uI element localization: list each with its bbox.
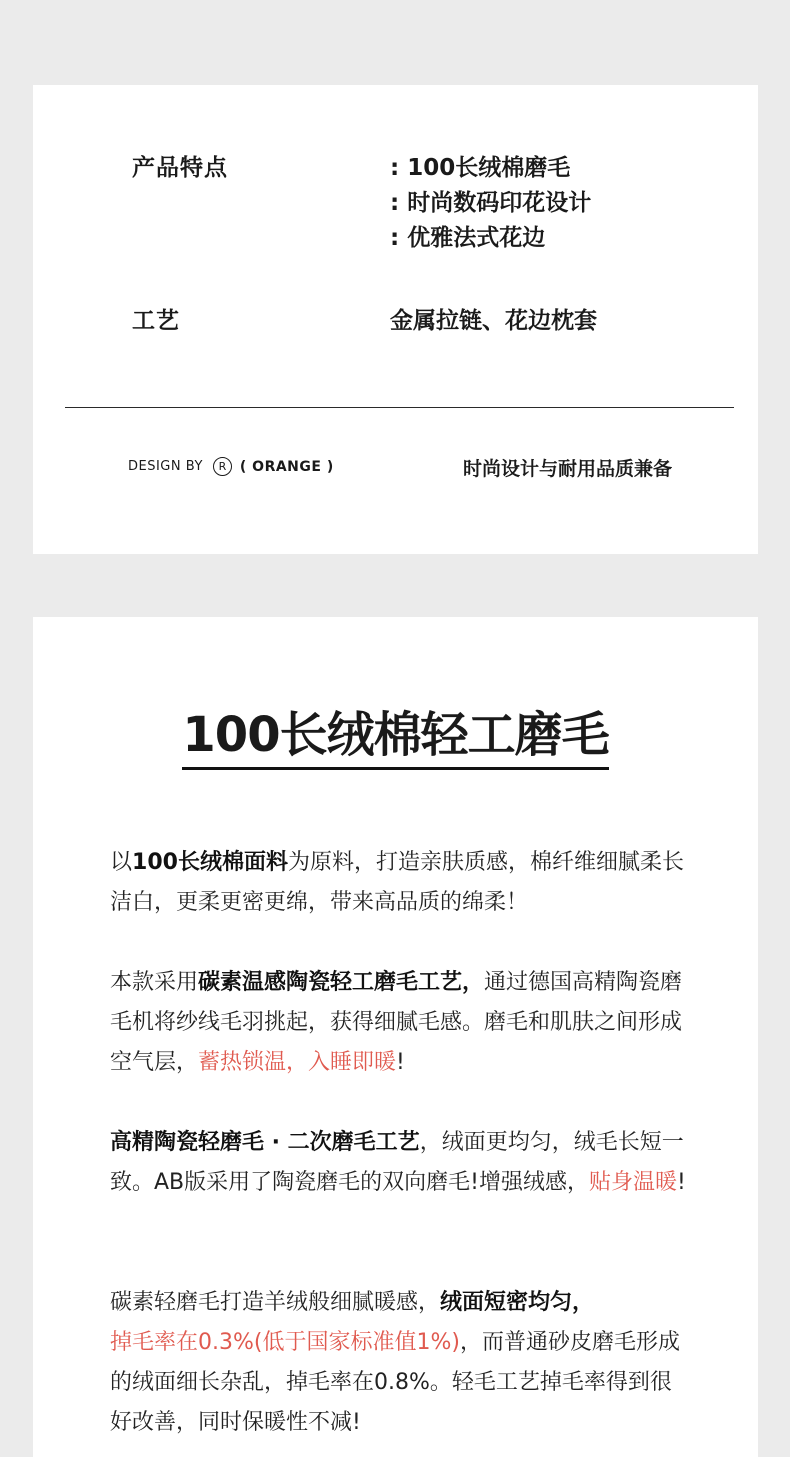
headline: 100长绒棉轻工磨毛 [182, 705, 608, 770]
design-by-credit [128, 457, 334, 476]
feature-item: : 时尚数码印花设计 [390, 190, 592, 216]
highlight-text: 蓄热锁温，入睡即暖 [198, 1050, 397, 1075]
paragraph-double-brushing [110, 1123, 690, 1203]
text: ! [676, 1170, 686, 1195]
tagline: 时尚设计与耐用品质兼备 [463, 458, 673, 480]
text: 以 [110, 850, 133, 875]
feature-item: : 优雅法式花边 [390, 225, 546, 251]
brand-name: ( ORANGE ) [239, 458, 334, 475]
paragraph-ceramic-brushing [110, 963, 690, 1083]
bold-text: 绒面短密均匀， [440, 1290, 595, 1315]
product-spec-card [33, 85, 758, 554]
features-list [390, 151, 591, 256]
design-by-text: DESIGN BY [128, 459, 203, 474]
craft-values [390, 304, 597, 339]
highlight-text: 贴身温暖 [588, 1170, 677, 1195]
bold-text: 碳素温感陶瓷轻工磨毛工艺， [198, 970, 485, 995]
registered-mark-icon: R [213, 457, 232, 476]
headline-wrapper [33, 705, 758, 770]
craft-value: 金属拉链、花边枕套 [390, 308, 597, 334]
divider-line [65, 407, 734, 408]
text: 通过德国高精陶瓷磨毛机将纱线毛羽挑起，获得细腻毛感。磨毛和肌肤之间形成空气层， [110, 970, 683, 1075]
paragraph-shedding-rate [110, 1283, 690, 1443]
text: ，而普通砂皮磨毛形成的绒面细长杂乱，掉毛率在0.8%。轻毛工艺掉毛率得到很好改善，同时保暖性不减! [110, 1330, 680, 1435]
features-label: 产品特点 [132, 155, 228, 181]
bold-text: 100长绒棉面料 [132, 850, 288, 875]
paragraph-cotton [110, 843, 690, 923]
highlight-text: 掉毛率在0.3%(低于国家标准值1%) [110, 1330, 460, 1355]
text: 为原料，打造亲肤质感，棉纤维细腻柔长洁白，更柔更密更绵，带来高品质的绵柔！ [110, 850, 684, 915]
fabric-description-card [33, 617, 758, 1457]
text: ! [396, 1050, 405, 1075]
text: ，绒面更均匀，绒毛长短一致。AB版采用了陶瓷磨毛的双向磨毛!增强绒感， [110, 1130, 684, 1195]
text: 碳素轻磨毛打造羊绒般细腻暖感， [110, 1290, 441, 1315]
craft-label: 工艺 [132, 308, 180, 334]
bold-text: 高精陶瓷轻磨毛 · 二次磨毛工艺 [110, 1130, 420, 1155]
text: 本款采用 [110, 970, 199, 995]
feature-item: : 100长绒棉磨毛 [390, 155, 571, 181]
